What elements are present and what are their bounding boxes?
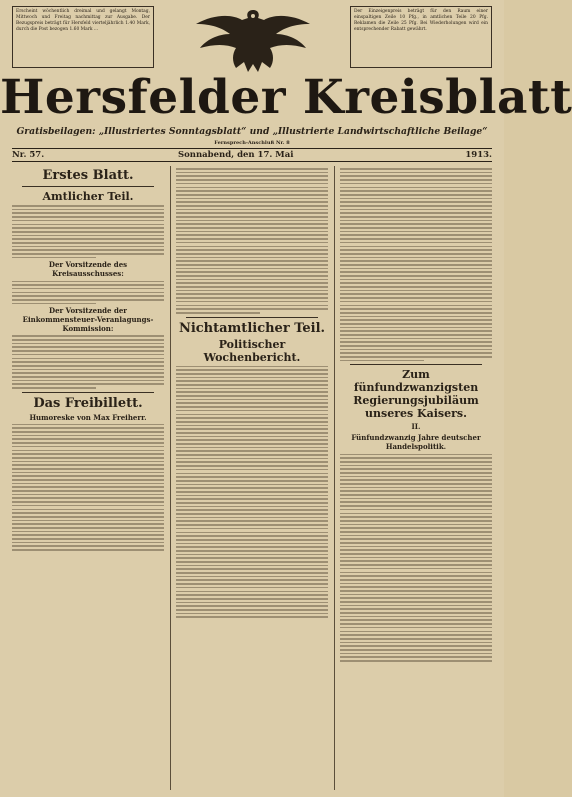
issue-year: 1913.: [465, 150, 492, 160]
article-text: [12, 281, 164, 305]
subscription-info-box: [12, 6, 154, 68]
section-heading-official: Amtlicher Teil.: [42, 190, 134, 203]
section-heading-weekly-review: Politischer Wochenbericht.: [203, 337, 301, 364]
issue-bar: [12, 148, 492, 162]
jubilee-part-number: II.: [411, 422, 421, 432]
story-text: [12, 424, 164, 551]
subheading-tax-commission: Der Vorsitzende der Einkommensteuer-Veranlagungs-Kommission:: [22, 306, 154, 334]
divider: [22, 186, 154, 187]
advertising-rates-text: Der Einzeigenpreis beträgt für den Raum einer einspaltigen Zeile 10 Pfg., in amtlichen Teile 20 Pfg. Reklamen die Zeile 25 Pfg. Bei Wiederholungen wird ein entsprechender Rabatt gewährt.: [354, 9, 488, 32]
jubilee-subheading: Fünfundzwanzig Jahre deutscher Handelspolitik.: [351, 433, 481, 452]
supplements-line: Gratisbeilagen: „Illustriertes Sonntagsblatt“ und „Illustrierte Landwirtschaftliche Beilage“: [16, 126, 488, 137]
column-3: [340, 166, 492, 790]
issue-date: Sonnabend, den 17. Mai: [178, 150, 294, 160]
article-text: [340, 168, 492, 361]
column-divider: [334, 166, 335, 790]
subscription-info-text: Erscheint wöchentlich dreimal und gelangt Montag, Mittwoch und Freitag nachmittag zur Ausgabe. Der Bezugspreis beträgt für Hersfeld vierteljährlich 1.40 Mark, durch die Post bezogen 1.60 Mark ...: [16, 9, 150, 32]
divider: [186, 317, 318, 318]
phone-line: Fernsprech-Anschluß Nr. 8: [214, 140, 290, 146]
article-text: [12, 205, 164, 258]
story-title-freibillett: Das Freibillett.: [33, 395, 143, 411]
story-author: Humoreske von Max Freiherr.: [29, 412, 147, 422]
column-2: [176, 166, 328, 790]
column-divider: [170, 166, 171, 790]
divider: [22, 392, 154, 393]
article-text: [12, 335, 164, 388]
issue-number: Nr. 57.: [12, 150, 45, 160]
subheading-district-committee: Der Vorsitzende des Kreisausschusses:: [48, 260, 128, 279]
section-heading-jubilee: Zum fünfundzwanzigsten Regierungsjubiläum unseres Kaisers.: [353, 368, 479, 421]
section-heading-first-sheet: Erstes Blatt.: [42, 168, 134, 183]
article-text: [176, 168, 328, 313]
advertising-rates-box: [350, 6, 492, 68]
masthead-title: Hersfelder Kreisblatt: [0, 70, 572, 125]
column-1: [12, 166, 164, 790]
eagle-icon: [192, 4, 314, 76]
article-text: [340, 454, 492, 662]
section-heading-nonofficial: Nichtamtlicher Teil.: [178, 320, 326, 336]
article-text: [176, 366, 328, 618]
divider: [350, 364, 482, 365]
